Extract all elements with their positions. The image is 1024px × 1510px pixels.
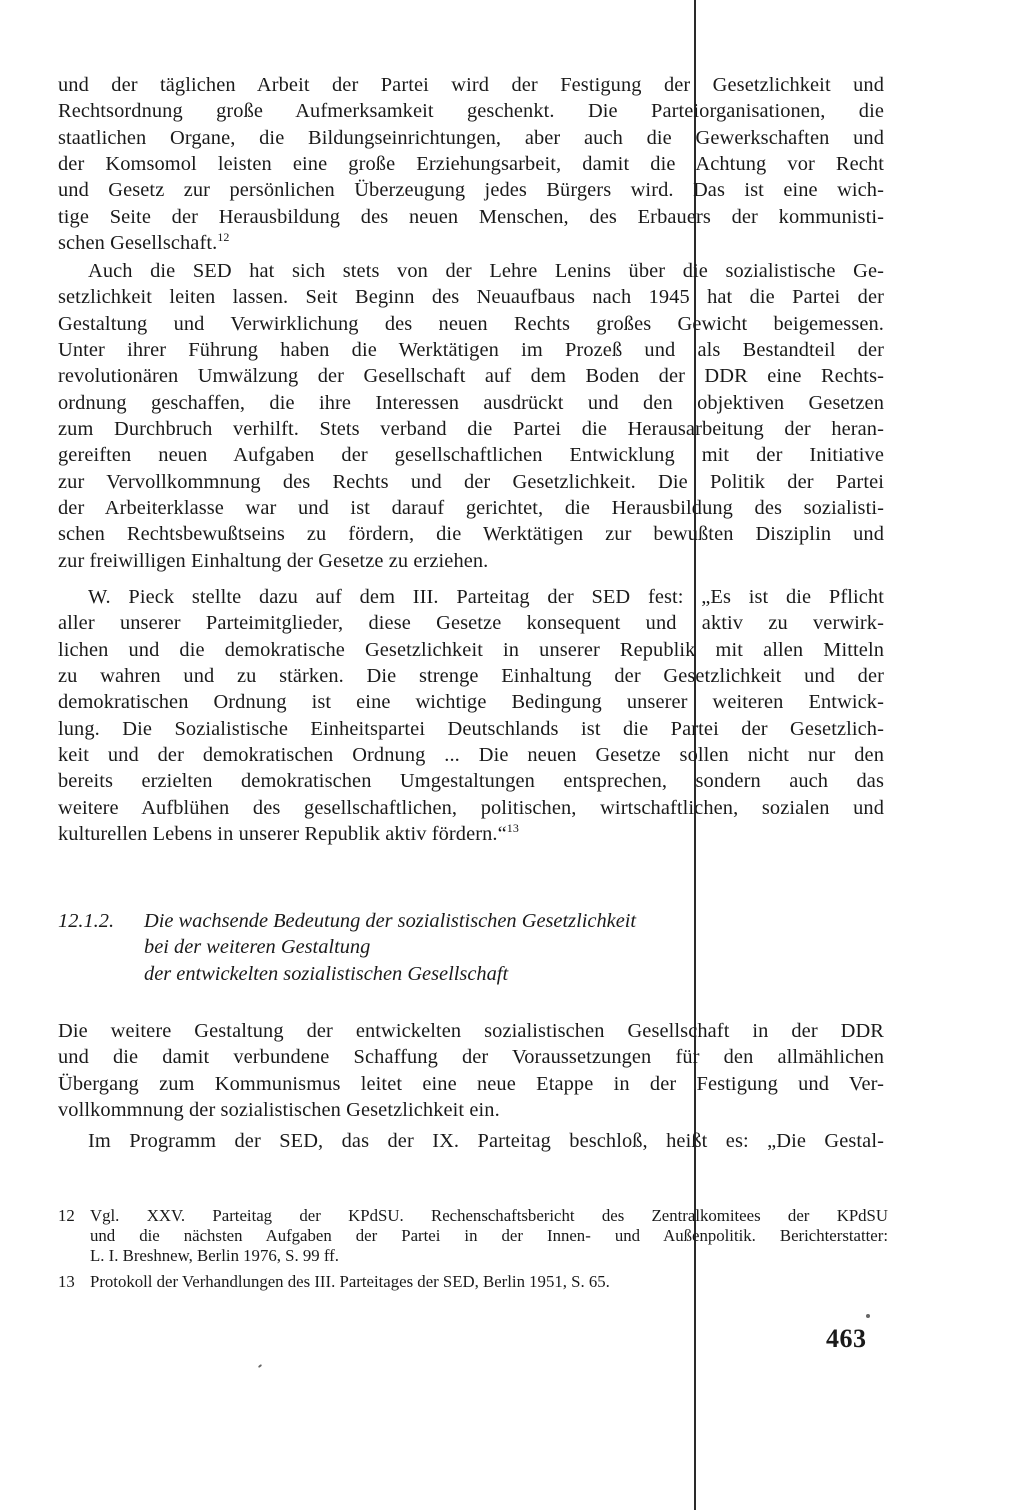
text-line: zu wahren und zu stärken. Die strenge Einhaltung der Gesetzlichkeit und der: [58, 665, 884, 688]
footnote-line: L. I. Breshnew, Berlin 1976, S. 99 ff.: [90, 1246, 339, 1265]
text-line: revolutionären Umwälzung der Gesellschaft auf dem Boden der DDR eine Rechts-: [58, 365, 884, 388]
section-title: [144, 908, 764, 987]
text-line: lung. Die Sozialistische Einheitspartei Deutschlands ist die Partei der Gesetzlich-: [58, 717, 884, 740]
footnote-number: 13: [58, 1272, 75, 1291]
footnote-12: [58, 1206, 888, 1266]
paragraph-5: [58, 1128, 884, 1154]
text-line: Auch die SED hat sich stets von der Lehre Lenins über die sozialistische Ge-: [88, 260, 884, 282]
text-line: der Arbeiterklasse war und ist darauf gerichtet, die Herausbildung des sozialisti-: [58, 497, 884, 520]
text-line: der Komsomol leisten eine große Erziehungsarbeit, damit die Achtung vor Recht: [58, 153, 884, 176]
text-line: W. Pieck stellte dazu auf dem III. Parteitag der SED fest: „Es ist die Pflicht: [88, 586, 884, 608]
text-line: aller unserer Parteimitglieder, diese Gesetze konsequent und aktiv zu verwirk-: [58, 612, 884, 635]
text-line: tige Seite der Herausbildung des neuen Menschen, des Erbauers der kommunisti-: [58, 205, 884, 228]
footnote-line: Protokoll der Verhandlungen des III. Parteitages der SED, Berlin 1951, S. 65.: [90, 1272, 610, 1291]
scan-speck: [866, 1314, 870, 1318]
text-fragment: kulturellen Lebens in unserer Republik aktiv fördern.“: [58, 823, 507, 846]
text-line: [58, 230, 884, 256]
text-line: Die weitere Gestaltung der entwickelten sozialistischen Gesellschaft in der DDR: [58, 1020, 884, 1042]
text-line: Übergang zum Kommunismus leitet eine neue Etappe in der Festigung und Ver-: [58, 1072, 884, 1095]
text-line: Gestaltung und Verwirklichung des neuen Rechts großes Gewicht beigemessen.: [58, 312, 884, 335]
section-number: 12.1.2.: [58, 910, 115, 932]
paragraph-1: [58, 72, 884, 256]
text-line: und die damit verbundene Schaffung der Voraussetzungen für den allmählichen: [58, 1046, 884, 1069]
page-number: 463: [826, 1324, 867, 1353]
footnote-line: und die nächsten Aufgaben der Partei in der Innen- und Außenpolitik. Berichterstatter:: [90, 1226, 888, 1245]
text-line: lichen und die demokratische Gesetzlichkeit in unserer Republik mit allen Mitteln: [58, 638, 884, 661]
text-line: [58, 821, 884, 847]
footnote-number: 12: [58, 1206, 75, 1225]
text-line: ordnung geschaffen, die ihre Interessen ausdrückt und den objektiven Gesetzen: [58, 391, 884, 414]
text-line: Im Programm der SED, das der IX. Parteitag beschloß, heißt es: „Die Gestal-: [88, 1130, 884, 1152]
text-line: und Gesetz zur persönlichen Überzeugung jedes Bürgers wird. Das ist eine wich-: [58, 179, 884, 202]
scan-speck: [258, 1364, 262, 1368]
paragraph-4: [58, 1018, 884, 1123]
text-line: demokratischen Ordnung ist eine wichtige Bedingung unserer weiteren Entwick-: [58, 691, 884, 714]
text-line: Unter ihrer Führung haben die Werktätigen im Prozeß und als Bestandteil der: [58, 339, 884, 362]
section-title-line: der entwickelten sozialistischen Gesellschaft: [144, 962, 509, 985]
text-line: zum Durchbruch verhilft. Stets verband die Partei die Herausarbeitung der heran-: [58, 418, 884, 441]
text-fragment: schen Gesellschaft.: [58, 232, 218, 255]
paragraph-2: [58, 258, 884, 574]
section-title-line: bei der weiteren Gestaltung: [144, 936, 371, 959]
footnote-13: [58, 1272, 888, 1292]
text-line: Rechtsordnung große Aufmerksamkeit geschenkt. Die Parteiorganisationen, die: [58, 100, 884, 123]
text-line: vollkommnung der sozialistischen Gesetzlichkeit ein.: [58, 1099, 500, 1122]
text-line: gereiften neuen Aufgaben der gesellschaftlichen Entwicklung mit der Initiative: [58, 444, 884, 467]
text-line: und der täglichen Arbeit der Partei wird der Festigung der Gesetzlichkeit und: [58, 74, 884, 96]
section-title-line: Die wachsende Bedeutung der sozialistischen Gesetzlichkeit: [144, 910, 637, 932]
footnote-line: Vgl. XXV. Parteitag der KPdSU. Rechenschaftsbericht des Zentralkomitees der KPdSU: [90, 1206, 888, 1225]
footnotes: [58, 1206, 888, 1292]
paragraph-3: [58, 584, 884, 847]
text-line: bereits erzielten demokratischen Umgestaltungen entsprechen, sondern auch das: [58, 770, 884, 793]
text-line: zur Vervollkommnung des Rechts und der Gesetzlichkeit. Die Politik der Partei: [58, 470, 884, 493]
footnote-reference: 12: [217, 230, 230, 245]
text-line: zur freiwilligen Einhaltung der Gesetze zu erziehen.: [58, 549, 489, 572]
text-line: setzlichkeit leiten lassen. Seit Beginn des Neuaufbaus nach 1945 hat die Partei der: [58, 286, 884, 309]
text-line: staatlichen Organe, die Bildungseinrichtungen, aber auch die Gewerkschaften und: [58, 126, 884, 149]
text-line: weitere Aufblühen des gesellschaftlichen, politischen, wirtschaftlichen, sozialen und: [58, 796, 884, 819]
text-line: keit und der demokratischen Ordnung ... Die neuen Gesetze sollen nicht nur den: [58, 744, 884, 767]
footnote-reference: 13: [506, 821, 519, 836]
text-line: schen Rechtsbewußtseins zu fördern, die Werktätigen zur bewußten Disziplin und: [58, 523, 884, 546]
